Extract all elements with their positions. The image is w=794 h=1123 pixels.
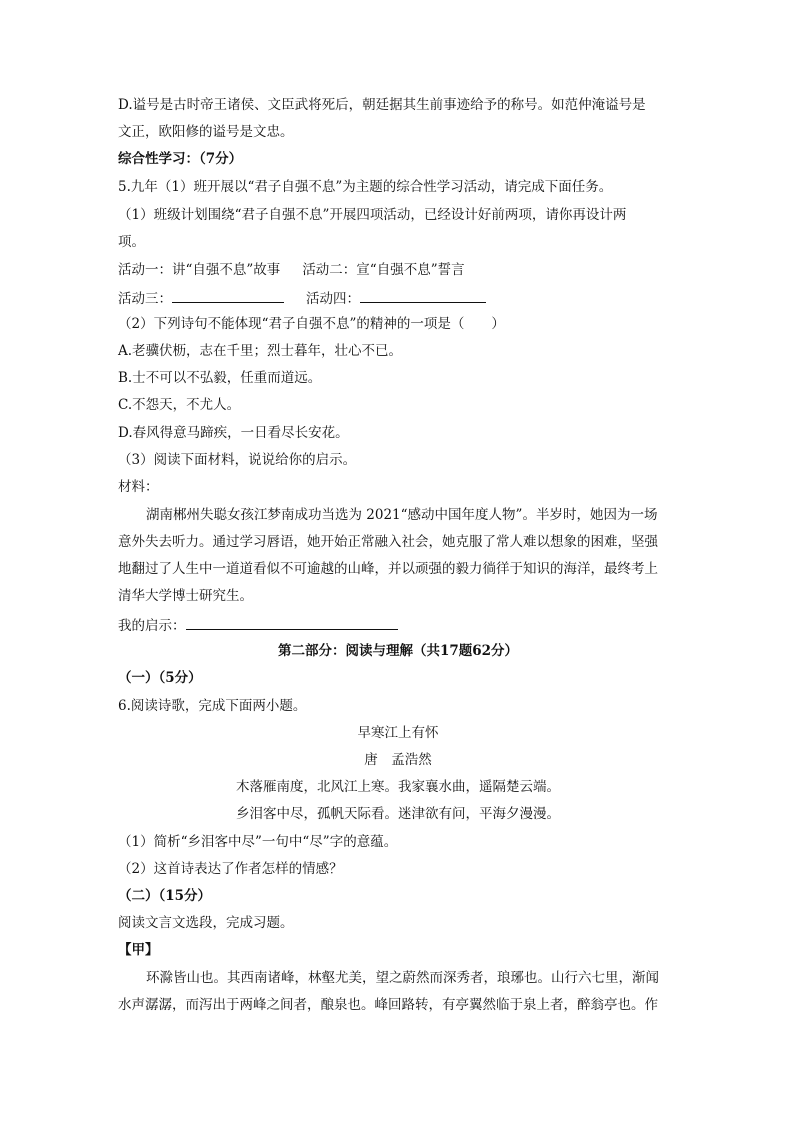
subsection-2-heading: （二）（15分）	[118, 888, 212, 904]
activity-4-answer-blank[interactable]	[360, 288, 486, 303]
question-5-part-1-cont: 项。	[118, 234, 145, 250]
activity-3-answer-blank[interactable]	[172, 288, 284, 303]
poem-line-2: 乡泪客中尽，孤帆天际看。迷津欲有问，平海夕漫漫。	[236, 806, 560, 822]
my-insight-row	[118, 615, 678, 635]
material-paragraph-line: 意外失去听力。通过学习唇语，她开始正常融入社会，她克服了常人难以想象的困难，坚强	[118, 534, 658, 550]
option-d-line-cont: 文正，欧阳修的谥号是文忠。	[118, 124, 294, 140]
question-6-part-1: （1）简析“乡泪客中尽”一句中“尽”字的意蕴。	[118, 834, 398, 850]
passage-jia-label: 【甲】	[118, 942, 159, 958]
passage-jia-line: 环滁皆山也。其西南诸峰，林壑尤美，望之蔚然而深秀者，琅琊也。山行六七里，渐闻	[146, 970, 659, 986]
option-d-line: D.谥号是古时帝王诸侯、文臣武将死后，朝廷据其生前事迹给予的称号。如范仲淹谥号是	[118, 97, 646, 113]
material-paragraph-line: 地翻过了人生中一道道看似不可逾越的山峰，并以顽强的毅力徜徉于知识的海洋，最终考上	[118, 561, 658, 577]
section-heading-comprehensive: 综合性学习：（7分）	[118, 151, 243, 167]
question-6-part-2: （2）这首诗表达了作者怎样的情感？	[118, 861, 343, 877]
subsection-1-heading: （一）（5分）	[118, 670, 202, 686]
activity-3-label: 活动三：	[118, 291, 172, 307]
part-two-heading: 第二部分：阅读与理解（共17题62分）	[277, 643, 519, 659]
activity-4-label: 活动四：	[306, 291, 360, 307]
poem-author: 唐 孟浩然	[364, 752, 432, 768]
my-insight-answer-blank[interactable]	[186, 615, 398, 630]
question-5-part-1: （1）班级计划围绕“君子自强不息”开展四项活动，已经设计好前两项，请你再设计两	[118, 207, 627, 223]
classical-reading-instruction: 阅读文言文选段，完成习题。	[118, 915, 294, 931]
choice-b: B.士不可以不弘毅，任重而道远。	[118, 370, 322, 386]
activity-2-text: 活动二：宣“自强不息”誓言	[302, 262, 465, 278]
choice-a: A.老骥伏枥，志在千里；烈士暮年，壮心不已。	[118, 343, 403, 359]
activities-row-2	[118, 288, 678, 308]
activity-1-text: 活动一：讲“自强不息”故事	[118, 262, 281, 278]
my-insight-label: 我的启示：	[118, 618, 186, 634]
question-5-stem: 5.九年（1）班开展以“君子自强不息”为主题的综合性学习活动，请完成下面任务。	[118, 179, 613, 195]
material-paragraph-line: 湖南郴州失聪女孩江梦南成功当选为 2021“感动中国年度人物”。半岁时，她因为一场	[146, 507, 658, 523]
question-6-stem: 6.阅读诗歌，完成下面两小题。	[118, 698, 307, 714]
material-label: 材料：	[118, 479, 159, 495]
poem-title: 早寒江上有怀	[357, 725, 439, 741]
question-5-part-3: （3）阅读下面材料，说说给你的启示。	[118, 452, 357, 468]
passage-jia-line: 水声潺潺，而泻出于两峰之间者，酿泉也。峰回路转，有亭翼然临于泉上者，醉翁亭也。作	[118, 997, 658, 1013]
activities-row-1	[118, 261, 678, 279]
question-5-part-2: （2）下列诗句不能体现“君子自强不息”的精神的一项是（ ）	[118, 316, 505, 332]
poem-line-1: 木落雁南度，北风江上寒。我家襄水曲，遥隔楚云端。	[236, 779, 560, 795]
material-paragraph-line: 清华大学博士研究生。	[118, 588, 253, 604]
choice-d: D.春风得意马蹄疾，一日看尽长安花。	[118, 425, 349, 441]
choice-c: C.不怨天，不尤人。	[118, 397, 241, 413]
